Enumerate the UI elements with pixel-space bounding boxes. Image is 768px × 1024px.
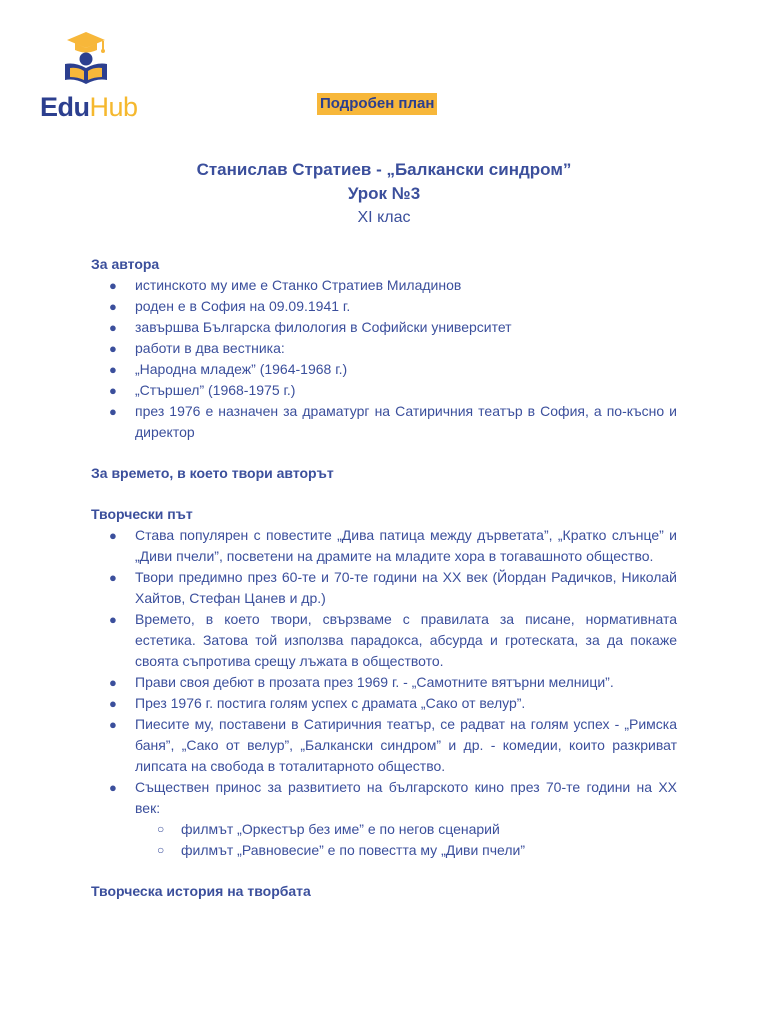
bullet-icon: ● — [109, 675, 117, 690]
section-heading: За времето, в което твори авторът — [91, 465, 334, 481]
bullet-icon: ● — [109, 780, 117, 795]
bullet-icon: ● — [109, 362, 117, 377]
list-item: ● Времето, в което твори, свързваме с правилата за писане, нормативната естетика. Затова той използва парадокса, абсурда и гротеската, за да покаже своята съпротива срещу лъжата в обществото. — [109, 611, 677, 669]
list-item: ● „Народна младеж” (1964-1968 г.) — [91, 359, 677, 380]
grade-label: XI клас — [357, 209, 411, 226]
career-sublist — [91, 819, 677, 861]
list-item: ● Става популярен с повестите „Дива патица между дърветата”, „Кратко слънце” и „Диви пчели”, посветени на драмите на младите хора в тогавашното общество. — [109, 527, 677, 564]
lesson-number: Урок №3 — [347, 184, 421, 203]
section-heading: Творческа история на творбата — [91, 883, 311, 899]
bullet-icon: ● — [109, 341, 117, 356]
plan-badge: Подробен план — [317, 93, 437, 115]
circle-bullet-icon: ○ — [157, 843, 165, 857]
section-author — [91, 254, 677, 443]
bullet-icon: ● — [109, 696, 117, 711]
bullet-icon: ● — [109, 717, 117, 732]
list-item: ● истинското му име е Станко Стратиев Миладинов — [91, 275, 677, 296]
lesson-title: Станислав Стратиев - „Балкански синдром” — [196, 160, 572, 179]
bullet-icon: ● — [109, 404, 117, 419]
bullet-icon: ● — [109, 320, 117, 335]
section-heading: Творчески път — [91, 506, 193, 522]
sub-list-item: ○ филмът „Равновесие” е по повестта му „Диви пчели” — [91, 840, 677, 861]
list-item: ● през 1976 е назначен за драматург на Сатиричния театър в София, а по-късно и директор — [109, 403, 677, 440]
list-item: ● работи в два вестника: — [91, 338, 677, 359]
bullet-icon: ● — [109, 299, 117, 314]
lesson-content — [91, 254, 677, 922]
section-career — [91, 504, 677, 861]
author-list — [91, 275, 677, 443]
sub-list-item: ○ филмът „Оркестър без име” е по негов сценарий — [91, 819, 677, 840]
list-item: ● Съществен принос за развитието на българското кино през 70-те години на XX век: — [109, 779, 677, 816]
list-item: ● Прави своя дебют в прозата през 1969 г. - „Самотните вятърни мелници”. — [91, 672, 677, 693]
circle-bullet-icon: ○ — [157, 822, 165, 836]
bullet-icon: ● — [109, 383, 117, 398]
lesson-title-block — [0, 158, 768, 230]
list-item: ● Твори предимно през 60-те и 70-те години на XX век (Йордан Радичков, Николай Хайтов, Стефан Цанев и др.) — [109, 569, 677, 606]
list-item: ● През 1976 г. постига голям успех с драмата „Сако от велур”. — [91, 693, 677, 714]
list-item: ● Пиесите му, поставени в Сатиричния театър, се радват на голям успех - „Римска баня”, „Сако от велур”, „Балкански синдром” и др. - комедии, които разкриват липсата на свобода в тоталитарното общество. — [109, 716, 677, 774]
list-item: ● роден е в София на 09.09.1941 г. — [91, 296, 677, 317]
bullet-icon: ● — [109, 278, 117, 293]
eduhub-logo — [38, 30, 142, 126]
section-heading: За автора — [91, 256, 160, 272]
bullet-icon: ● — [109, 570, 117, 585]
career-list — [91, 525, 677, 819]
logo-wordmark: EduHub — [40, 92, 138, 122]
list-item: ● „Стършел” (1968-1975 г.) — [91, 380, 677, 401]
bullet-icon: ● — [109, 612, 117, 627]
section-time — [91, 463, 677, 484]
graduation-book-icon — [61, 30, 111, 88]
list-item: ● завършва Българска филология в Софийски университет — [91, 317, 677, 338]
section-history — [91, 881, 677, 902]
bullet-icon: ● — [109, 528, 117, 543]
